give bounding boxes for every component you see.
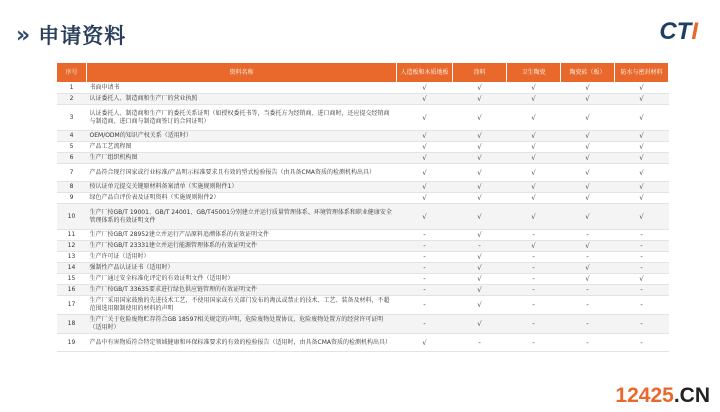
not-applicable-mark: - xyxy=(507,230,561,241)
check-mark: √ xyxy=(397,131,453,142)
logo-accent: I xyxy=(691,18,698,45)
check-mark: √ xyxy=(507,94,561,105)
check-mark: √ xyxy=(561,142,615,153)
check-mark: √ xyxy=(453,193,507,204)
row-document-name: 生产厂关于危险废物贮存符合GB 18597相关规定的声明，危险废物处置协议，危险废物处置方的经营许可证明（适用时） xyxy=(87,315,397,334)
not-applicable-mark: - xyxy=(397,241,453,252)
not-applicable-mark: - xyxy=(507,263,561,274)
not-applicable-mark: - xyxy=(615,296,669,315)
double-chevron-icon: » xyxy=(16,22,25,48)
check-mark: √ xyxy=(453,142,507,153)
watermark-suffix: CN xyxy=(679,384,710,407)
row-number: 11 xyxy=(57,230,87,241)
not-applicable-mark: - xyxy=(615,334,669,352)
check-mark: √ xyxy=(453,94,507,105)
not-applicable-mark: - xyxy=(397,274,453,285)
row-document-name: 生产厂通过安全标准化评定的有效证明文件（适用时） xyxy=(87,274,397,285)
table-row xyxy=(57,131,669,142)
table-row xyxy=(57,105,669,131)
row-number: 17 xyxy=(57,296,87,315)
check-mark: √ xyxy=(397,182,453,193)
not-applicable-mark: - xyxy=(561,296,615,315)
check-mark: √ xyxy=(561,274,615,285)
table-row xyxy=(57,315,669,334)
check-mark: √ xyxy=(615,83,669,94)
row-number: 4 xyxy=(57,131,87,142)
row-document-name: 生产厂按GB/T 19001、GB/T 24001、GB/T45001分别建立并运行质量管理体系、环境管理体系和职业健康安全管理体系的有效证明文件 xyxy=(87,204,397,230)
not-applicable-mark: - xyxy=(453,241,507,252)
not-applicable-mark: - xyxy=(561,230,615,241)
table-row xyxy=(57,285,669,296)
row-document-name: 绿色产品自评价表及证明资料（实施规则附件2） xyxy=(87,193,397,204)
check-mark: √ xyxy=(453,274,507,285)
not-applicable-mark: - xyxy=(615,230,669,241)
row-number: 14 xyxy=(57,263,87,274)
row-number: 18 xyxy=(57,315,87,334)
row-document-name: 书面申请书 xyxy=(87,83,397,94)
table-row xyxy=(57,153,669,164)
check-mark: √ xyxy=(397,334,453,352)
check-mark: √ xyxy=(507,83,561,94)
table-body xyxy=(57,83,669,352)
table-row xyxy=(57,83,669,94)
check-mark: √ xyxy=(561,204,615,230)
check-mark: √ xyxy=(397,193,453,204)
row-number: 10 xyxy=(57,204,87,230)
row-document-name: 生产厂按GB/T 33635要求进行绿色供应链管理的有效证明文件 xyxy=(87,285,397,296)
check-mark: √ xyxy=(507,131,561,142)
check-mark: √ xyxy=(453,285,507,296)
not-applicable-mark: - xyxy=(615,315,669,334)
not-applicable-mark: - xyxy=(561,252,615,263)
site-watermark xyxy=(615,384,710,408)
cti-logo xyxy=(659,18,698,46)
check-mark: √ xyxy=(615,131,669,142)
row-document-name: 生产厂按GB/T 23331建立并运行能源管理体系的有效证明文件 xyxy=(87,241,397,252)
check-mark: √ xyxy=(397,105,453,131)
check-mark: √ xyxy=(561,193,615,204)
table-row xyxy=(57,263,669,274)
not-applicable-mark: - xyxy=(397,252,453,263)
col-header-wood-panel: 人造板和木质地板 xyxy=(397,63,453,83)
row-document-name: 生产厂组织机构图 xyxy=(87,153,397,164)
row-number: 8 xyxy=(57,182,87,193)
check-mark: √ xyxy=(615,182,669,193)
check-mark: √ xyxy=(615,204,669,230)
row-number: 15 xyxy=(57,274,87,285)
check-mark: √ xyxy=(453,105,507,131)
not-applicable-mark: - xyxy=(507,334,561,352)
col-header-ceramic-tile: 陶瓷砖（板） xyxy=(561,63,615,83)
row-number: 2 xyxy=(57,94,87,105)
not-applicable-mark: - xyxy=(615,241,669,252)
check-mark: √ xyxy=(615,142,669,153)
check-mark: √ xyxy=(507,204,561,230)
not-applicable-mark: - xyxy=(397,230,453,241)
row-document-name: 强制性产品认证证书（适用时） xyxy=(87,263,397,274)
check-mark: √ xyxy=(561,153,615,164)
check-mark: √ xyxy=(507,193,561,204)
not-applicable-mark: - xyxy=(507,296,561,315)
row-number: 7 xyxy=(57,164,87,182)
row-document-name: 产品工艺流程图 xyxy=(87,142,397,153)
table-row xyxy=(57,142,669,153)
check-mark: √ xyxy=(397,164,453,182)
check-mark: √ xyxy=(507,105,561,131)
check-mark: √ xyxy=(507,241,561,252)
check-mark: √ xyxy=(397,153,453,164)
row-document-name: 产品符合现行国家或行业标准/产品明示标准要求且有效的型式检验报告（由具备CMA资质的检测机构出具） xyxy=(87,164,397,182)
check-mark: √ xyxy=(561,131,615,142)
table-header-row xyxy=(57,63,669,83)
col-header-no: 序号 xyxy=(57,63,87,83)
not-applicable-mark: - xyxy=(561,315,615,334)
check-mark: √ xyxy=(561,94,615,105)
not-applicable-mark: - xyxy=(561,334,615,352)
row-number: 16 xyxy=(57,285,87,296)
check-mark: √ xyxy=(561,164,615,182)
check-mark: √ xyxy=(507,153,561,164)
table-row xyxy=(57,164,669,182)
slide-header xyxy=(16,20,126,50)
check-mark: √ xyxy=(453,230,507,241)
check-mark: √ xyxy=(397,204,453,230)
row-document-name: 生产许可证（适用时） xyxy=(87,252,397,263)
row-document-name: 认证委托人、制造商和生产厂的委托关系证明（如授权委托书等，当委托方为经销商、进口商时，还应提交经销商与制造商、进口商与制造商签订的合同证明） xyxy=(87,105,397,131)
watermark-number: 12425 xyxy=(615,384,674,407)
row-document-name: 认证委托人、制造商和生产厂的营业执照 xyxy=(87,94,397,105)
check-mark: √ xyxy=(561,182,615,193)
col-header-waterproof: 防水与密封材料 xyxy=(615,63,669,83)
row-number: 1 xyxy=(57,83,87,94)
not-applicable-mark: - xyxy=(397,263,453,274)
not-applicable-mark: - xyxy=(615,252,669,263)
row-document-name: 生产厂按GB/T 28952建立并运行产品原料追溯体系的有效证明文件 xyxy=(87,230,397,241)
not-applicable-mark: - xyxy=(397,296,453,315)
check-mark: √ xyxy=(561,241,615,252)
row-number: 13 xyxy=(57,252,87,263)
check-mark: √ xyxy=(615,164,669,182)
not-applicable-mark: - xyxy=(397,315,453,334)
check-mark: √ xyxy=(615,193,669,204)
logo-text: CT xyxy=(659,18,692,45)
not-applicable-mark: - xyxy=(453,334,507,352)
check-mark: √ xyxy=(453,296,507,315)
check-mark: √ xyxy=(507,142,561,153)
row-number: 5 xyxy=(57,142,87,153)
table-row xyxy=(57,182,669,193)
row-document-name: 生产厂采用国家鼓励的先进技术工艺，不使用国家或有关部门发布的淘汰或禁止的技术、工艺、装备及材料，不超范围选用限制使用的材料的声明 xyxy=(87,296,397,315)
check-mark: √ xyxy=(453,164,507,182)
check-mark: √ xyxy=(453,153,507,164)
not-applicable-mark: - xyxy=(507,274,561,285)
check-mark: √ xyxy=(507,164,561,182)
col-header-sanitary-ceramic: 卫生陶瓷 xyxy=(507,63,561,83)
check-mark: √ xyxy=(561,83,615,94)
table-row xyxy=(57,296,669,315)
check-mark: √ xyxy=(615,153,669,164)
col-header-name: 资料名称 xyxy=(87,63,397,83)
table-row xyxy=(57,252,669,263)
check-mark: √ xyxy=(453,182,507,193)
check-mark: √ xyxy=(453,263,507,274)
check-mark: √ xyxy=(453,131,507,142)
row-document-name: 产品中有害物质符合特定领域健康和环保标准要求的有效的检验报告（适用时，由具备CMA资质的检测机构出具） xyxy=(87,334,397,352)
not-applicable-mark: - xyxy=(615,263,669,274)
check-mark: √ xyxy=(453,252,507,263)
check-mark: √ xyxy=(615,94,669,105)
materials-table-wrapper xyxy=(56,62,668,352)
check-mark: √ xyxy=(453,204,507,230)
row-number: 19 xyxy=(57,334,87,352)
row-number: 3 xyxy=(57,105,87,131)
not-applicable-mark: - xyxy=(615,285,669,296)
row-document-name: OEM/ODM的知识产权关系（适用时） xyxy=(87,131,397,142)
check-mark: √ xyxy=(397,83,453,94)
row-document-name: 按认证单元提交关键原材料备案清单（实施规则附件1） xyxy=(87,182,397,193)
check-mark: √ xyxy=(397,94,453,105)
check-mark: √ xyxy=(453,83,507,94)
check-mark: √ xyxy=(507,182,561,193)
not-applicable-mark: - xyxy=(561,285,615,296)
table-row xyxy=(57,241,669,252)
not-applicable-mark: - xyxy=(507,285,561,296)
row-number: 12 xyxy=(57,241,87,252)
not-applicable-mark: - xyxy=(507,315,561,334)
not-applicable-mark: - xyxy=(397,285,453,296)
materials-table xyxy=(56,62,669,352)
check-mark: √ xyxy=(561,263,615,274)
row-number: 9 xyxy=(57,193,87,204)
check-mark: √ xyxy=(615,274,669,285)
table-row xyxy=(57,230,669,241)
col-header-coating: 涂料 xyxy=(453,63,507,83)
table-row xyxy=(57,193,669,204)
table-row xyxy=(57,334,669,352)
check-mark: √ xyxy=(615,105,669,131)
table-row xyxy=(57,274,669,285)
check-mark: √ xyxy=(397,142,453,153)
table-row xyxy=(57,94,669,105)
table-row xyxy=(57,204,669,230)
watermark-dot: . xyxy=(673,384,680,407)
check-mark: √ xyxy=(561,105,615,131)
not-applicable-mark: - xyxy=(507,252,561,263)
page-title: 申请资料 xyxy=(38,24,127,48)
check-mark: √ xyxy=(453,315,507,334)
row-number: 6 xyxy=(57,153,87,164)
